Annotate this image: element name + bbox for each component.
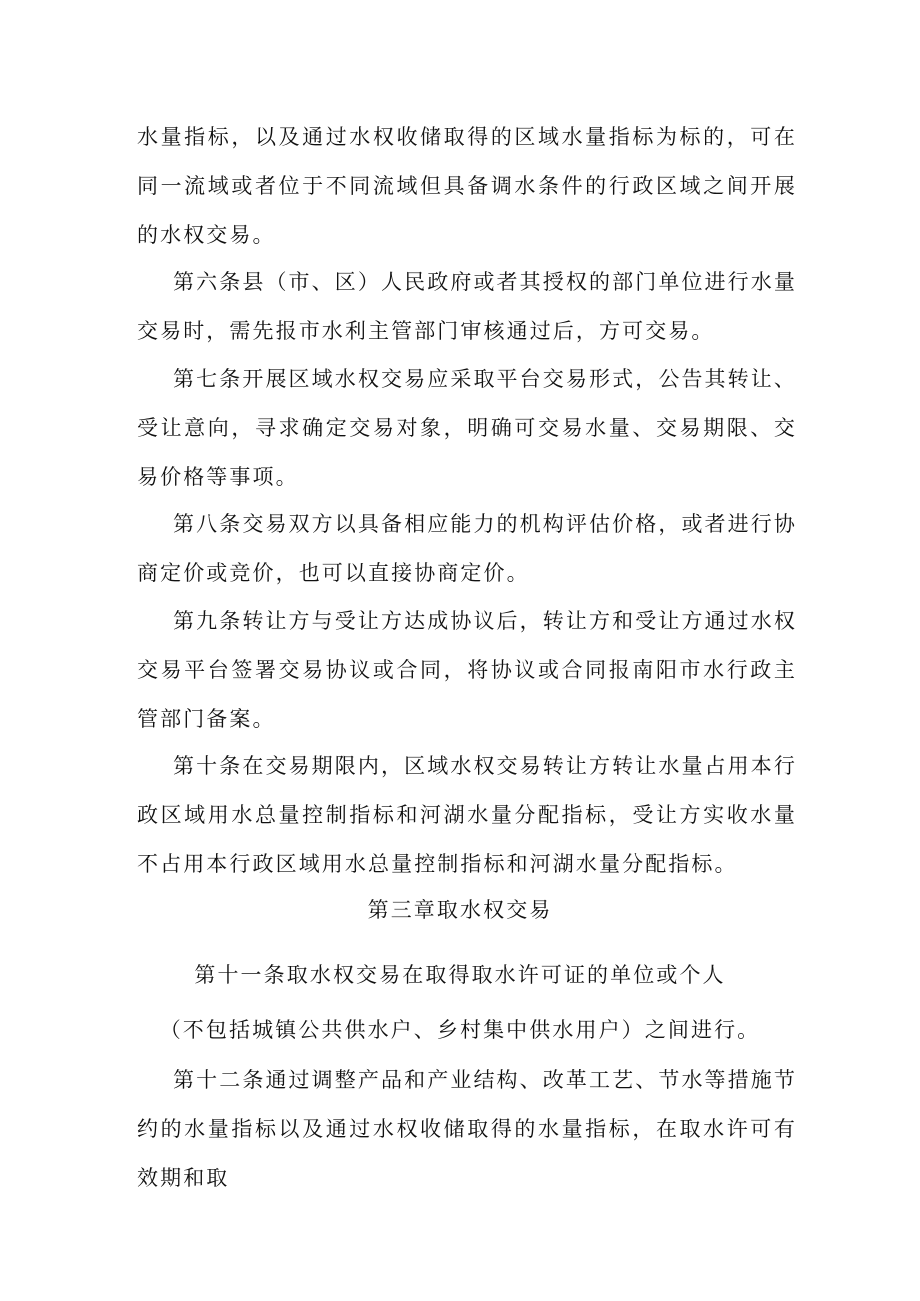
paragraph-article-9: 第九条转让方与受让方达成协议后，转让方和受让方通过水权交易平台签署交易协议或合同，将协议或合同报南阳市水行政主管部门备案。 <box>137 609 797 731</box>
paragraph-article-8: 第八条交易双方以具备相应能力的机构评估价格，或者进行协商定价或竞价，也可以直接协商定价。 <box>137 512 797 585</box>
paragraph-article-12: 第十二条通过调整产品和产业结构、改革工艺、节水等措施节约的水量指标以及通过水权收储取得的水量指标，在取水许可有效期和取 <box>137 1068 797 1190</box>
chapter-heading: 第三章取水权交易 <box>367 898 553 922</box>
paragraph-article-6: 第六条县（市、区）人民政府或者其授权的部门单位进行水量交易时，需先报市水利主管部门审核通过后，方可交易。 <box>137 270 797 343</box>
paragraph-article-11-line-1: 第十一条取水权交易在取得取水许可证的单位或个人 <box>194 963 726 987</box>
paragraph-article-10: 第十条在交易期限内，区域水权交易转让方转让水量占用本行政区域用水总量控制指标和河湖水量分配指标，受让方实收水量不占用本行政区域用水总量控制指标和河湖水量分配指标。 <box>137 754 797 876</box>
paragraph-region-water-trade-scope: 水量指标，以及通过水权收储取得的区域水量指标为标的，可在同一流域或者位于不同流域但具备调水条件的行政区域之间开展的水权交易。 <box>137 125 797 247</box>
paragraph-article-11-line-2: （不包括城镇公共供水户、乡村集中供水用户）之间进行。 <box>159 1018 761 1042</box>
paragraph-article-7: 第七条开展区域水权交易应采取平台交易形式，公告其转让、受让意向，寻求确定交易对象，明确可交易水量、交易期限、交易价格等事项。 <box>137 367 797 489</box>
